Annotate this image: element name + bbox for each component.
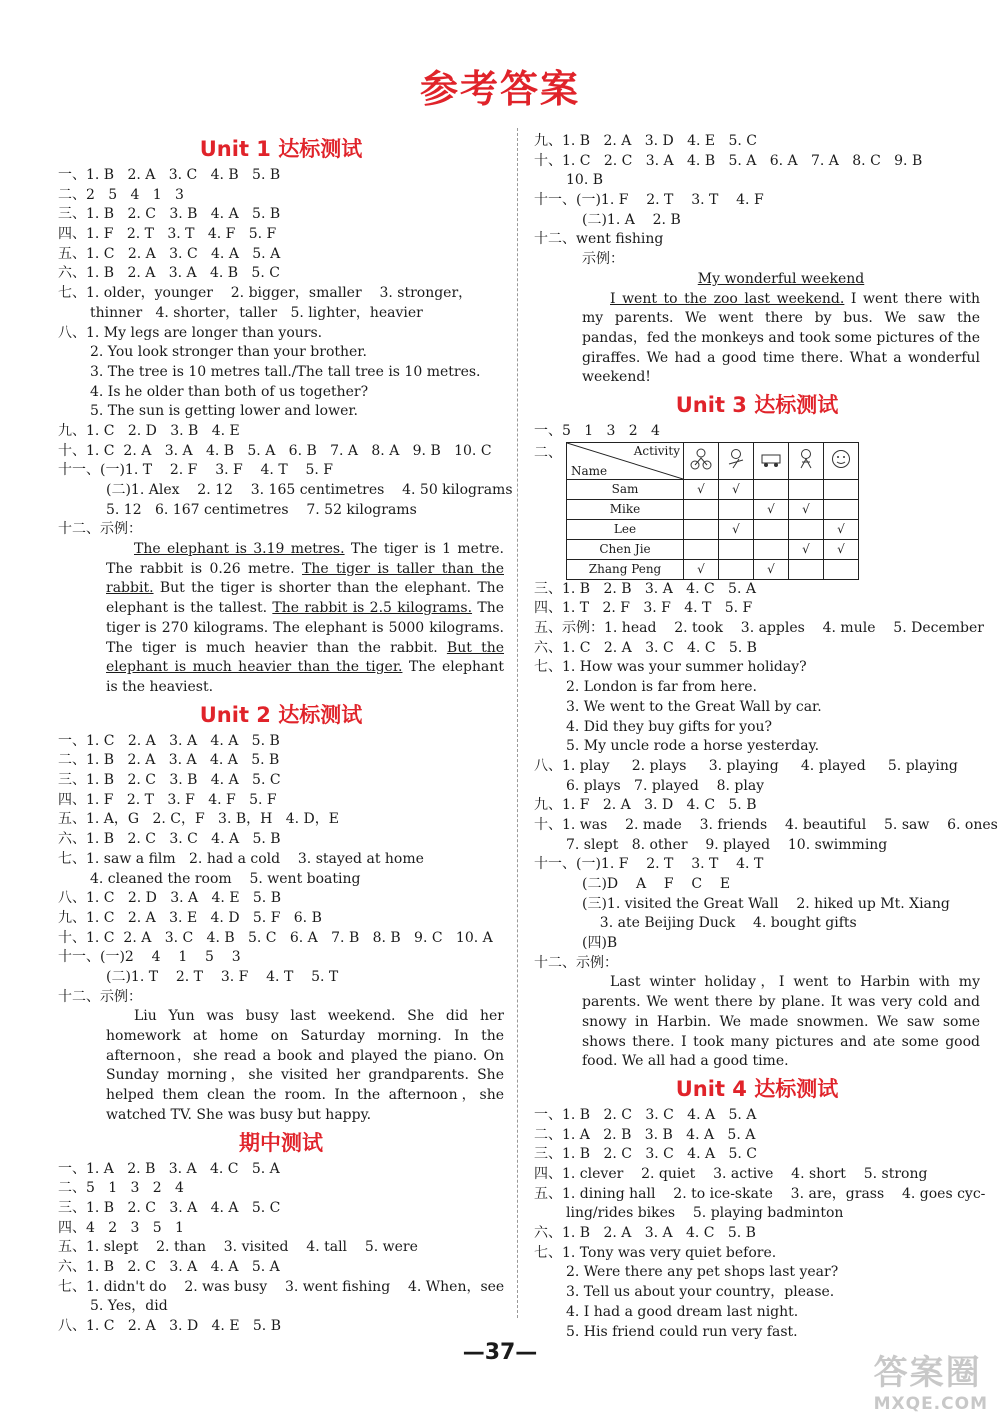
answer-line: 2. You look stronger than your brother.	[90, 344, 367, 361]
answer-line: 十二、示例：	[58, 988, 142, 1005]
answer-line: 5. His friend could run very fast.	[566, 1323, 798, 1340]
check-cell	[684, 499, 719, 519]
check-cell	[789, 479, 824, 499]
essay-segment: The tiger is 1 metre. The rabbit is 0.26 metre.	[106, 541, 505, 577]
answer-line: 十、1. C 2. A 3. C 4. B 5. C 6. A 7. B 8. B 9. C 10. A	[58, 929, 493, 946]
answer-line: (三)1. visited the Great Wall 2. hiked up Mt. Xiang	[582, 895, 950, 912]
essay-segment: I went there with my parents. We went there by bus. We saw the pandas，fed the monkeys and took some pictures of the giraffes. We had a good time there. What a wonderful weekend!	[582, 290, 980, 386]
answer-line: 四、1. clever 2. quiet 3. active 4. short 5. strong	[534, 1166, 928, 1183]
check-cell	[719, 499, 754, 519]
essay-segment: The rabbit is 2.5 kilograms.	[272, 600, 473, 617]
answer-line: 10. B	[566, 172, 604, 189]
section-heading: Unit 4 达标测试	[675, 1076, 839, 1101]
answer-line: thinner 4. shorter，taller 5. lighter，heavier	[90, 304, 423, 321]
answer-line: 三、1. B 2. C 3. C 4. A 5. C	[534, 1146, 757, 1163]
answer-line: 九、1. B 2. A 3. D 4. E 5. C	[534, 133, 757, 149]
answer-line: 九、1. F 2. A 3. D 4. C 5. B	[534, 797, 757, 814]
section-heading: Unit 2 达标测试	[199, 702, 363, 727]
answer-line: 七、1. How was your summer holiday?	[534, 659, 807, 676]
answer-line: 3. ate Beijing Duck 4. bought gifts	[582, 915, 857, 932]
question-number: 二、	[534, 444, 562, 461]
answer-line: 3. The tree is 10 metres tall./The tall tree is 10 metres.	[90, 363, 481, 380]
answer-line: 六、1. B 2. A 3. A 4. C 5. B	[534, 1225, 756, 1242]
activity-table	[566, 442, 859, 580]
answer-line: 五、1. C 2. A 3. C 4. A 5. A	[58, 245, 281, 262]
column-divider	[517, 128, 518, 1318]
answer-line: 十二、示例：	[58, 521, 142, 538]
answer-line: 五、1. dining hall 2. to ice-skate 3. are，grass 4. goes cyc-	[534, 1185, 986, 1202]
answer-line: 3. Tell us about your country，please.	[566, 1284, 835, 1301]
answer-line: (二)1. T 2. T 3. F 4. T 5. T	[106, 968, 339, 985]
row-name: Mike	[567, 499, 684, 519]
table-row	[567, 519, 859, 539]
right-column	[534, 132, 998, 1342]
answer-line: 四、1. F 2. T 3. F 4. F 5. F	[58, 791, 277, 808]
essay-paragraph	[534, 290, 980, 389]
row-name: Lee	[567, 519, 684, 539]
table-row	[567, 499, 859, 519]
answer-line: 五、示例：1. head 2. took 3. apples 4. mule 5. December	[534, 620, 984, 637]
left-column	[58, 132, 513, 1337]
answer-line: 七、1. Tony was very quiet before.	[534, 1244, 777, 1261]
page-number: —37—	[462, 1340, 538, 1365]
answer-line: 六、1. B 2. C 3. A 4. A 5. A	[58, 1258, 280, 1275]
check-cell	[754, 559, 789, 579]
answer-line: 五、1. A，G 2. C，F 3. B，H 4. D，E	[58, 811, 339, 828]
answer-line: 六、1. B 2. C 3. C 4. A 5. B	[58, 831, 281, 848]
answer-line: 6. plays 7. played 8. play	[566, 777, 765, 794]
answer-line: 十二、示例：	[534, 954, 618, 971]
answer-line: 2. London is far from here.	[566, 679, 757, 696]
answer-line: 4. Did they buy gifts for you?	[566, 718, 773, 735]
answer-line: 4. cleaned the room 5. went boating	[90, 870, 361, 887]
watermark	[874, 1345, 988, 1414]
check-cell	[789, 559, 824, 579]
answer-line: 六、1. B 2. A 3. A 4. B 5. C	[58, 265, 280, 282]
check-cell	[684, 519, 719, 539]
answer-line: 二、1. A 2. B 3. B 4. A 5. A	[534, 1126, 756, 1143]
answer-line: 2. Were there any pet shops last year?	[566, 1264, 839, 1281]
answer-line: 4. I had a good dream last night.	[566, 1303, 799, 1320]
essay-segment: The tiger is 270 kilograms. The elephant is 5000 kilograms. The tiger is much heavier than the rabbit.	[106, 600, 505, 656]
check-cell	[684, 479, 719, 499]
answer-line: (二)1. Alex 2. 12 3. 165 centimetres 4. 50 kilograms	[106, 482, 513, 498]
answer-line: 一、1. B 2. C 3. C 4. A 5. A	[534, 1106, 757, 1123]
check-cell	[789, 519, 824, 539]
check-mark: √	[732, 482, 740, 497]
answer-line: 九、1. C 2. D 3. B 4. E	[58, 422, 240, 439]
answer-line: 九、1. C 2. A 3. E 4. D 5. F 6. B	[58, 909, 322, 926]
section-heading: Unit 1 达标测试	[199, 137, 363, 161]
header-activity: Activity	[633, 443, 680, 458]
answer-line: (二)1. A 2. B	[582, 211, 681, 228]
face-icon	[824, 442, 859, 479]
answer-line: 二、2 5 4 1 3	[58, 186, 184, 203]
essay-segment: I went to the zoo last weekend.	[610, 290, 845, 307]
answer-line: 7. slept 8. other 9. played 10. swimming	[566, 836, 888, 853]
row-name: Chen Jie	[567, 539, 684, 559]
check-mark: √	[802, 542, 810, 557]
check-cell	[824, 539, 859, 559]
answer-line: 一、1. A 2. B 3. A 4. C 5. A	[58, 1160, 280, 1177]
essay-text: Last winter holiday，I went to Harbin with my parents. We went there by plane. It was very cold and snowy in Harbin. We made snowmen. We saw some shows there. I took many pictures and ate some good food. We all had a good time.	[582, 974, 980, 1070]
answer-line: 5. 12 6. 167 centimetres 7. 52 kilograms	[106, 501, 417, 518]
essay-segment: The elephant is 3.19 metres.	[134, 541, 345, 558]
check-cell	[754, 499, 789, 519]
essay-paragraph	[58, 540, 504, 698]
child-icon	[789, 442, 824, 479]
watermark-logo: 答案圈	[873, 1353, 982, 1393]
answer-line: 5. The sun is getting lower and lower.	[90, 403, 358, 420]
header-name: Name	[571, 463, 608, 478]
answer-line: 十、1. C 2. C 3. A 4. B 5. A 6. A 7. A 8. C 9. B	[534, 152, 923, 169]
answer-line: 一、1. C 2. A 3. A 4. A 5. B	[58, 732, 280, 749]
answer-line: 七、1. didn't do 2. was busy 3. went fishing 4. When，see	[58, 1278, 505, 1295]
table-row	[567, 479, 859, 499]
section-heading: 期中测试	[239, 1130, 323, 1155]
table-row	[567, 559, 859, 579]
answer-line: 七、1. older，younger 2. bigger，smaller 3. stronger，	[58, 285, 473, 302]
check-cell	[754, 539, 789, 559]
check-cell	[719, 479, 754, 499]
bike-rider-icon	[684, 442, 719, 479]
answer-line: 一、1. B 2. A 3. C 4. B 5. B	[58, 167, 281, 183]
answer-line: 3. We went to the Great Wall by car.	[566, 698, 822, 715]
answer-line: (四)B	[582, 935, 618, 952]
answer-line: 三、1. B 2. B 3. A 4. C 5. A	[534, 580, 756, 597]
answer-line: 十一、(一)1. T 2. F 3. F 4. T 5. F	[58, 462, 333, 479]
answer-line: 二、1. B 2. A 3. A 4. A 5. B	[58, 752, 280, 769]
table-row	[567, 539, 859, 559]
essay-text: Liu Yun was busy last weekend. She did her homework at home on Saturday morning. In the afternoon，she read a book and played the piano. On Sunday morning，she visited her grandparents. She helped them clean the room. In the afternoon，she watched TV. She was busy but happy.	[106, 1008, 504, 1123]
check-cell	[789, 499, 824, 519]
page-title: 参考答案	[419, 67, 580, 111]
essay-paragraph	[58, 1007, 504, 1125]
check-mark: √	[837, 522, 845, 537]
answer-line: 三、1. B 2. C 3. A 4. A 5. C	[58, 1199, 281, 1216]
essay-segment: The elephant is the heaviest.	[106, 659, 504, 695]
check-mark: √	[767, 502, 775, 517]
answer-line: 八、1. C 2. A 3. D 4. E 5. B	[58, 1318, 281, 1335]
answer-line: 十、1. C 2. A 3. A 4. B 5. A 6. B 7. A 8. A 9. B 10. C	[58, 442, 492, 459]
watermark-url: MXQE.COM	[873, 1394, 988, 1414]
answer-line: 十一、(一)2 4 1 5 3	[58, 949, 241, 966]
table-header-cell	[567, 442, 684, 479]
answer-line: 四、1. T 2. F 3. F 4. T 5. F	[534, 600, 753, 617]
check-cell	[719, 519, 754, 539]
essay-segment: But the elephant is much heavier than the tiger.	[106, 639, 505, 676]
section-heading: Unit 3 达标测试	[675, 393, 839, 418]
check-mark: √	[802, 502, 810, 517]
answer-line: (二)D A F C E	[582, 876, 731, 893]
check-mark: √	[767, 562, 775, 577]
answer-line: 一、5 1 3 2 4	[534, 423, 660, 440]
answer-line: 三、1. B 2. C 3. B 4. A 5. B	[58, 206, 281, 223]
answer-line: 八、1. play 2. plays 3. playing 4. played 5. playing	[534, 757, 958, 774]
check-cell	[684, 539, 719, 559]
check-mark: √	[697, 562, 705, 577]
answer-line: ling/rides bikes 5. playing badminton	[566, 1205, 844, 1222]
check-cell	[754, 479, 789, 499]
skater-icon	[719, 442, 754, 479]
answer-line: 三、1. B 2. C 3. B 4. A 5. C	[58, 772, 281, 789]
check-cell	[684, 559, 719, 579]
answer-line: 示例：	[582, 251, 624, 268]
train-icon	[754, 442, 789, 479]
check-cell	[789, 539, 824, 559]
answer-line: 五、1. slept 2. than 3. visited 4. tall 5. were	[58, 1239, 418, 1256]
check-cell	[719, 559, 754, 579]
check-mark: √	[732, 522, 740, 537]
essay-title: My wonderful weekend	[697, 270, 865, 287]
answer-line: 十二、went fishing	[534, 231, 664, 248]
check-cell	[824, 559, 859, 579]
check-cell	[824, 499, 859, 519]
answer-line: 七、1. saw a film 2. had a cold 3. stayed at home	[58, 850, 424, 867]
check-cell	[824, 519, 859, 539]
answer-line: 二、5 1 3 2 4	[58, 1180, 184, 1197]
essay-paragraph	[534, 973, 980, 1072]
answer-line: 六、1. C 2. A 3. C 4. C 5. B	[534, 639, 757, 656]
check-mark: √	[837, 542, 845, 557]
answer-line: 5. My uncle rode a horse yesterday.	[566, 738, 820, 755]
row-name: Sam	[567, 479, 684, 499]
answer-line: 4. Is he older than both of us together?	[90, 383, 369, 400]
answer-line: 十一、(一)1. F 2. T 3. T 4. T	[534, 856, 764, 873]
answer-line: 十一、(一)1. F 2. T 3. T 4. F	[534, 192, 764, 209]
answer-line: 四、1. F 2. T 3. T 4. F 5. F	[58, 226, 277, 243]
answer-line: 八、1. C 2. D 3. A 4. E 5. B	[58, 890, 281, 907]
answer-line: 十、1. was 2. made 3. friends 4. beautiful 5. saw 6. ones	[534, 816, 998, 833]
row-name: Zhang Peng	[567, 559, 684, 579]
check-mark: √	[697, 482, 705, 497]
essay-segment: But the tiger is shorter than the elephant. The elephant is the tallest.	[106, 580, 504, 617]
check-cell	[754, 519, 789, 539]
activity-table-block	[534, 442, 980, 580]
answer-line: 四、4 2 3 5 1	[58, 1219, 184, 1236]
answer-line: 八、1. My legs are longer than yours.	[58, 324, 323, 341]
check-cell	[824, 479, 859, 499]
essay-segment: The tiger is taller than the rabbit.	[106, 560, 504, 597]
check-cell	[719, 539, 754, 559]
answer-line: 5. Yes，did	[90, 1298, 168, 1315]
